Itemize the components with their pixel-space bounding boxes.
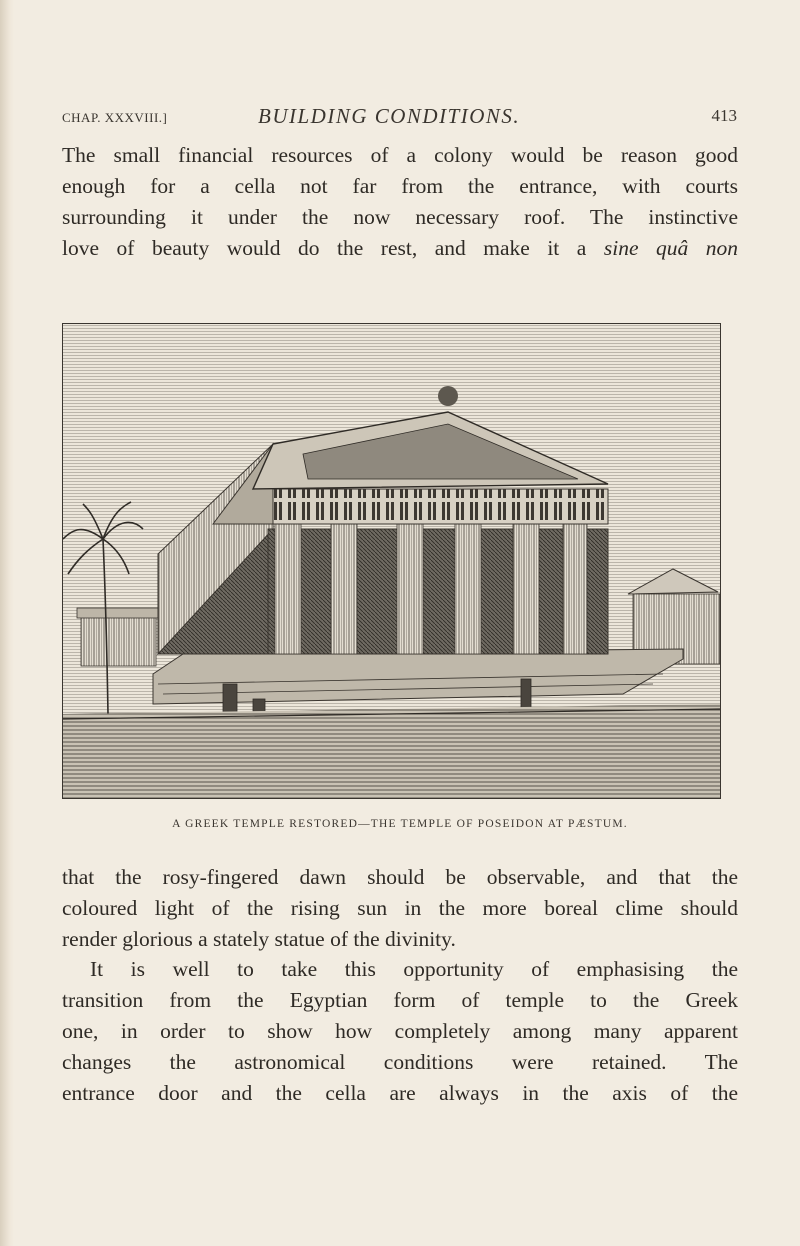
italic-phrase: sine quâ non xyxy=(603,236,739,260)
text-line: transition from the Egyptian form of temple to the Greek xyxy=(62,988,738,1012)
text-line: entrance door and the cella are always in the axis of the xyxy=(62,1081,738,1105)
text-line: enough for a cella not far from the entrance, with courts xyxy=(62,174,738,198)
text-line: The small financial resources of a colony would be reason good xyxy=(62,143,738,167)
text-line: coloured light of the rising sun in the more boreal clime should xyxy=(62,896,738,920)
running-title: BUILDING CONDITIONS. xyxy=(258,104,521,128)
text-line: one, in order to show how completely among many apparent xyxy=(62,1019,738,1043)
running-head xyxy=(62,104,737,134)
distant-building-left xyxy=(77,608,161,666)
text-line: It is well to take this opportunity of emphasising the xyxy=(90,957,738,981)
text-segment: love of beauty would do the rest, and make it a xyxy=(62,236,587,260)
text-line: surrounding it under the now necessary roof. The instinctive xyxy=(62,205,738,229)
paragraph-2 xyxy=(62,862,738,955)
text-line-with-italic xyxy=(62,233,738,264)
temple-illustration xyxy=(62,323,721,799)
page-edge-shadow xyxy=(0,0,14,1246)
figure-caption: A GREEK TEMPLE RESTORED—THE TEMPLE OF POSEIDON AT PÆSTUM. xyxy=(172,818,628,830)
text-line: render glorious a stately statue of the divinity. xyxy=(62,927,456,951)
text-line: changes the astronomical conditions were retained. The xyxy=(62,1050,738,1074)
chapter-label: CHAP. XXXVIII.] xyxy=(62,110,168,125)
paragraph-1 xyxy=(62,140,738,264)
page-number: 413 xyxy=(711,106,737,125)
paragraph-3 xyxy=(62,954,738,1109)
text-line: that the rosy-fingered dawn should be observable, and that the xyxy=(62,865,738,889)
